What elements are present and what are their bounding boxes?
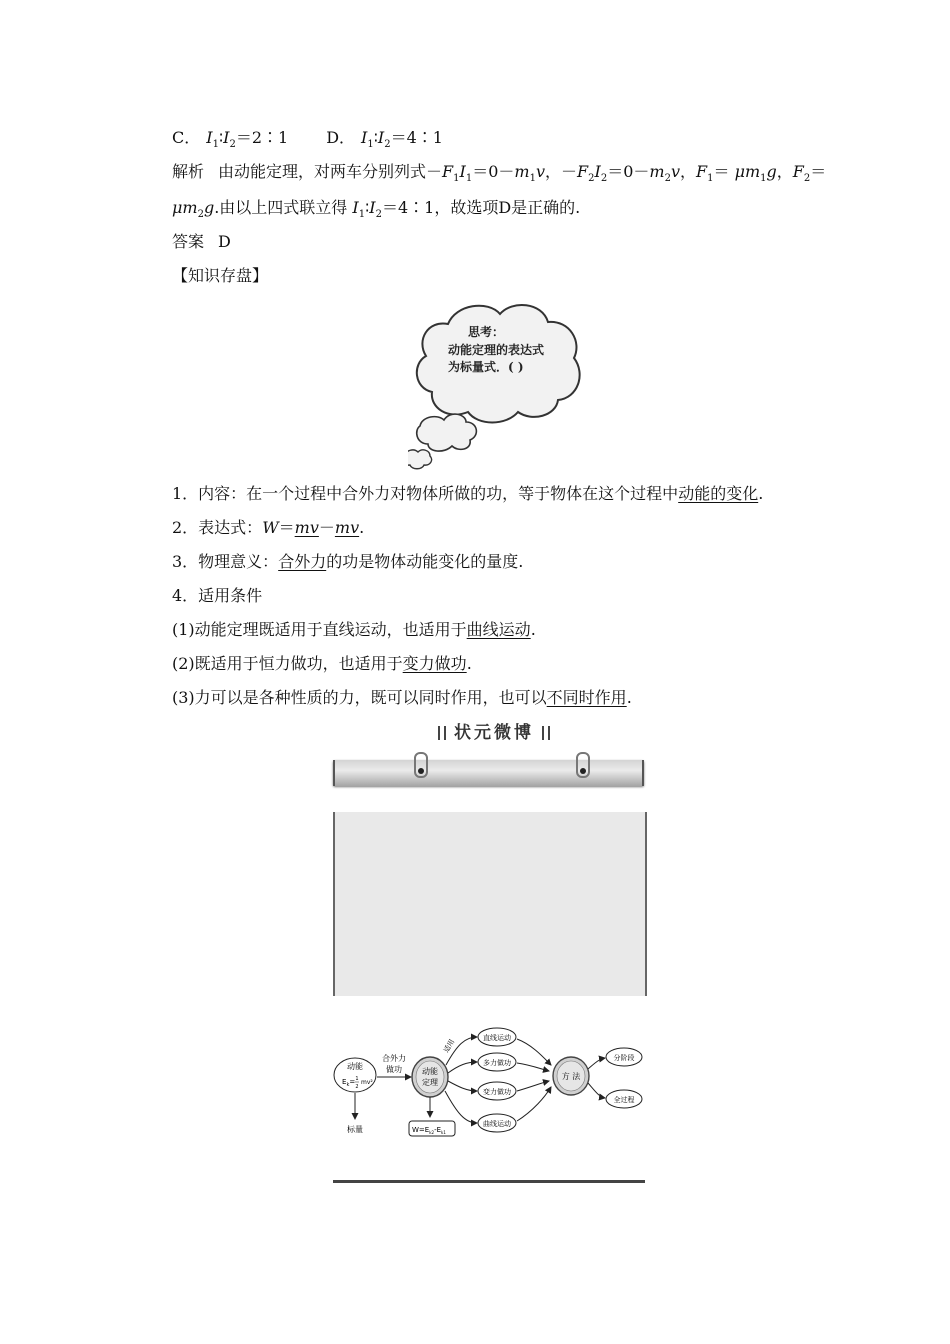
option-d-i1: I xyxy=(361,128,368,147)
ke-frac-den: 2 xyxy=(355,1084,359,1090)
branch-label-3: 变力做功 xyxy=(483,1088,511,1096)
cloud-line-1: 动能定理的表达式 xyxy=(448,343,545,357)
knowledge-sub-3 xyxy=(172,688,632,708)
section-title: 【知识存盘】 xyxy=(172,266,269,285)
analysis-m1: m xyxy=(514,162,530,181)
analysis-g1: g xyxy=(766,162,777,181)
item2-text: 2．表达式： xyxy=(172,518,263,537)
knowledge-sub-2 xyxy=(172,654,472,674)
knowledge-item-2 xyxy=(172,518,364,538)
item2-blank-1: mv xyxy=(294,518,319,537)
option-d-colon: ∶ xyxy=(373,128,378,147)
option-c-sub1: 1 xyxy=(212,139,219,151)
analysis-f2-sub: 2 xyxy=(588,173,595,185)
branch-arrow-4 xyxy=(445,1091,477,1123)
arrow-label-2: 做功 xyxy=(386,1065,402,1074)
analysis-m2-sub: 2 xyxy=(664,173,671,185)
branch-arrow-2 xyxy=(448,1062,477,1073)
ring-hole-icon xyxy=(580,768,586,774)
analysis-eq1: ＝0－ xyxy=(472,162,515,181)
analysis-mu2: μm xyxy=(172,198,198,217)
cloud-line-2: 为标量式．( ) xyxy=(448,360,524,374)
item3-end: 的功是物体动能变化的量度. xyxy=(326,552,524,571)
analysis-mu1-sub: 1 xyxy=(760,173,767,185)
merge-arrow-4 xyxy=(517,1087,551,1121)
option-c-colon: ∶ xyxy=(218,128,224,147)
outcome-label-1: 分阶段 xyxy=(613,1054,635,1062)
analysis-mu1: μm xyxy=(734,162,761,181)
analysis-eq2: ＝0－ xyxy=(607,162,650,181)
sub3-blank: 不同时作用 xyxy=(546,688,627,707)
outcome-label-2: 全过程 xyxy=(613,1096,635,1104)
analysis-i2-sub: 2 xyxy=(600,173,608,185)
item2-minus: － xyxy=(318,518,335,537)
analysis-m2: m xyxy=(649,162,665,181)
outcome-arrow-2 xyxy=(588,1083,605,1098)
option-c-i1: I xyxy=(206,128,213,147)
option-d-sub1: 1 xyxy=(367,139,374,151)
sub1-end: . xyxy=(530,620,536,639)
item2-w: W xyxy=(262,518,279,537)
analysis-line-1 xyxy=(172,162,826,189)
item2-blank-2: mv xyxy=(334,518,360,537)
analysis-i2: I xyxy=(594,162,601,181)
method-label: 方 法 xyxy=(561,1072,581,1081)
analysis-line-2 xyxy=(172,198,580,225)
knowledge-item-4: 4．适用条件 xyxy=(172,586,263,605)
knowledge-sub-1 xyxy=(172,620,536,640)
option-d-label: D． xyxy=(326,128,356,147)
analysis-f1-sub: 1 xyxy=(453,173,460,185)
analysis-sep1: ，－ xyxy=(545,162,578,181)
option-d-sub2: 2 xyxy=(384,139,391,151)
analysis-ri1-sub: 1 xyxy=(358,209,366,221)
branch-label-1: 直线运动 xyxy=(483,1034,511,1042)
binder-ring-icon xyxy=(414,752,428,778)
option-c-label: C． xyxy=(172,128,201,147)
answer-line xyxy=(172,232,231,252)
weibo-heading-text: 状元微博 xyxy=(454,723,534,743)
merge-arrow-3 xyxy=(517,1081,549,1091)
item3-text: 3．物理意义： xyxy=(172,552,279,571)
analysis-eq4: ＝ xyxy=(810,162,827,181)
option-d-i2: I xyxy=(377,128,385,147)
analysis-eq3: ＝ xyxy=(713,162,735,181)
analysis-f2b: F xyxy=(792,162,804,181)
branch-arrow-3 xyxy=(448,1081,477,1091)
formula-sub2: k1 xyxy=(441,1130,446,1135)
branch-label-4: 曲线运动 xyxy=(483,1120,511,1128)
item1-text: 1．内容：在一个过程中合外力对物体所做的功，等于物体在这个过程中 xyxy=(172,484,679,503)
board-gray-panel xyxy=(333,812,647,996)
analysis-ri2-sub: 2 xyxy=(375,209,382,221)
ke-eq: = xyxy=(349,1078,356,1086)
node-ke-title: 动能 xyxy=(347,1062,363,1071)
item3-blank: 合外力 xyxy=(278,552,327,571)
analysis-sep3: ， xyxy=(776,162,793,181)
sub2-end: . xyxy=(466,654,472,673)
rail-edge-left xyxy=(333,760,335,786)
analysis-ri2: I xyxy=(369,198,376,217)
sub1-text: (1)动能定理既适用于直线运动，也适用于 xyxy=(172,620,467,639)
analysis-v2: v xyxy=(670,162,680,181)
heading-bar-right xyxy=(542,726,550,740)
analysis-f1b: F xyxy=(696,162,708,181)
theorem-label-1: 动能 xyxy=(422,1067,438,1076)
analysis-f2: F xyxy=(577,162,589,181)
weibo-heading xyxy=(430,718,558,743)
analysis-label: 解析 xyxy=(172,162,205,181)
analysis-i1: I xyxy=(459,162,466,181)
analysis-text-1: 由动能定理，对两车分别列式－ xyxy=(218,162,443,181)
scalar-label: 标量 xyxy=(347,1125,363,1134)
analysis-ri1: I xyxy=(352,198,359,217)
theorem-node-inner xyxy=(416,1061,444,1093)
knowledge-item-1 xyxy=(172,484,763,504)
outcome-arrow-1 xyxy=(588,1058,605,1069)
merge-arrow-1 xyxy=(517,1039,551,1065)
analysis-f2b-sub: 2 xyxy=(803,173,811,185)
sub1-blank: 曲线运动 xyxy=(466,620,531,639)
analysis-text-2: .由以上四式联立得 xyxy=(214,198,353,217)
heading-bar-left xyxy=(438,726,446,740)
analysis-sep2: ， xyxy=(679,162,696,181)
analysis-f1: F xyxy=(442,162,454,181)
thought-cloud xyxy=(408,298,584,474)
analysis-f1b-sub: 1 xyxy=(707,173,714,185)
branch-label-2: 多力做功 xyxy=(483,1059,511,1067)
ke-frac-num: 1 xyxy=(355,1076,359,1082)
arrow-label-1: 合外力 xyxy=(382,1054,406,1063)
analysis-g2: g xyxy=(203,198,215,217)
cloud-title: 思考： xyxy=(468,325,505,339)
theorem-label-2: 定理 xyxy=(422,1078,438,1087)
options-line xyxy=(172,128,443,155)
ke-tail: mv² xyxy=(361,1079,373,1086)
answer-value: D xyxy=(218,232,231,251)
ke-sub: k xyxy=(346,1082,350,1088)
formula-sub1: k2 xyxy=(429,1130,435,1135)
option-d-ratio: ＝4∶1 xyxy=(390,128,443,147)
merge-arrow-2 xyxy=(517,1063,549,1071)
board-top-rail xyxy=(333,760,644,786)
analysis-m1-sub: 1 xyxy=(529,173,536,185)
rail-edge-right xyxy=(642,760,644,786)
apply-label: 适用 xyxy=(442,1037,457,1055)
analysis-mu2-sub: 2 xyxy=(197,209,204,221)
knowledge-item-3 xyxy=(172,552,523,572)
option-c-i2: I xyxy=(223,128,230,147)
sub3-text: (3)力可以是各种性质的力，既可以同时作用，也可以 xyxy=(172,688,547,707)
answer-label: 答案 xyxy=(172,232,205,251)
board-bottom-rule xyxy=(333,1180,645,1183)
analysis-rcolon: ∶ xyxy=(365,198,370,217)
sub2-text: (2)既适用于恒力做功，也适用于 xyxy=(172,654,403,673)
item1-end: . xyxy=(758,484,764,503)
item2-eq: ＝ xyxy=(278,518,295,537)
concept-diagram xyxy=(333,1025,645,1175)
analysis-v1: v xyxy=(535,162,545,181)
ke-lhs: E xyxy=(342,1078,347,1086)
formula-w: W=E xyxy=(412,1126,430,1134)
item1-blank: 动能的变化 xyxy=(678,484,759,503)
formula-minus: -E xyxy=(434,1126,442,1134)
ring-hole-icon xyxy=(418,768,424,774)
option-c-sub2: 2 xyxy=(229,139,236,151)
sub2-blank: 变力做功 xyxy=(402,654,467,673)
sub3-end: . xyxy=(626,688,632,707)
binder-ring-icon xyxy=(576,752,590,778)
item2-end: . xyxy=(359,518,365,537)
analysis-i1-sub: 1 xyxy=(465,173,473,185)
option-c-ratio: ＝2∶1 xyxy=(235,128,289,147)
analysis-conclusion: ＝4∶1，故选项D是正确的. xyxy=(381,198,581,217)
